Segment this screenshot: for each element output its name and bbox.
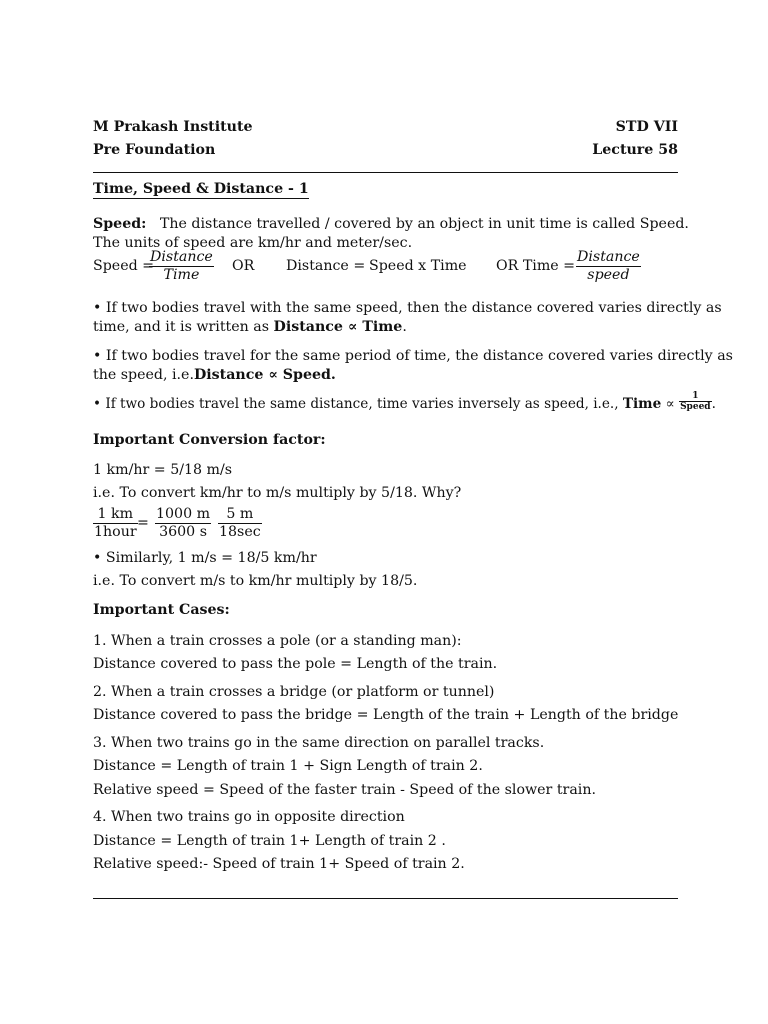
bullet-3-bold: Time <box>622 396 662 412</box>
bullet-1-line-2 <box>93 319 407 335</box>
case-1-title: 1. When a train crosses a pole (or a standing man): <box>93 633 462 649</box>
conversion-heading: Important Conversion factor: <box>93 432 326 448</box>
distance-formula-label: Distance = <box>286 258 366 274</box>
conversion-fraction-2-numerator: 1000 m <box>156 506 211 522</box>
speed-formula-fraction <box>149 249 214 284</box>
time-formula-denominator: speed <box>587 267 630 283</box>
bullet-3-fraction-numerator: 1 <box>679 391 712 402</box>
conversion-line-1: 1 km/hr = 5/18 m/s <box>93 462 233 478</box>
bullet-1-text: time, and it is written as <box>93 319 274 335</box>
speed-definition <box>93 216 689 232</box>
bullet-1-period: . <box>402 319 407 335</box>
case-4-relative-speed: Relative speed:- Speed of train 1+ Speed of train 2. <box>93 856 465 872</box>
case-3-distance: Distance = Length of train 1 + Sign Length of train 2. <box>93 758 483 774</box>
bullet-3-text: • If two bodies travel the same distance, time varies inversely as speed, i.e., <box>93 396 623 412</box>
case-2-title: 2. When a train crosses a bridge (or platform or tunnel) <box>93 684 495 700</box>
time-formula-numerator: Distance <box>577 249 640 265</box>
conversion-fraction-3-numerator: 5 m <box>218 506 262 524</box>
footer-rule <box>93 898 678 899</box>
bullet-2-text: the speed, i.e. <box>93 367 194 383</box>
conversion-fraction-3 <box>218 506 262 541</box>
bullet-3-period: . <box>711 396 716 412</box>
cases-heading: Important Cases: <box>93 602 230 618</box>
case-4-title: 4. When two trains go in opposite direction <box>93 809 405 825</box>
or-separator-1: OR <box>232 258 255 274</box>
bullet-1-bold: Distance ∝ Time <box>273 319 403 335</box>
case-2-detail: Distance covered to pass the bridge = Length of the train + Length of the bridge <box>93 707 679 723</box>
conversion-line-4: i.e. To convert m/s to km/hr multiply by 18/5. <box>93 573 418 589</box>
header-rule <box>93 172 678 173</box>
time-formula-label: OR Time = <box>496 258 576 274</box>
course-name: Pre Foundation <box>93 142 216 158</box>
conversion-fraction-2-denominator: 3600 s <box>159 524 207 540</box>
bullet-2-line-2 <box>93 367 336 383</box>
case-1-detail: Distance covered to pass the pole = Length of the train. <box>93 656 498 672</box>
speed-formula-denominator: Time <box>163 267 200 283</box>
speed-definition-text: The distance travelled / covered by an object in unit time is called Speed. <box>159 216 689 232</box>
conversion-line-3: • Similarly, 1 m/s = 18/5 km/hr <box>93 550 317 566</box>
page-title-text: Time, Speed & Distance - 1 <box>93 181 309 197</box>
speed-formula-numerator: Distance <box>150 249 213 265</box>
bullet-1-line-1: • If two bodies travel with the same speed, then the distance covered varies directly as <box>93 300 722 316</box>
conversion-fraction-3-denominator: 18sec <box>219 524 261 540</box>
time-formula-fraction <box>576 249 641 284</box>
conversion-fraction-2 <box>155 506 211 541</box>
bullet-2-bold: Distance ∝ Speed. <box>193 367 336 383</box>
conversion-equals: = <box>137 515 149 531</box>
page-title <box>93 181 309 197</box>
conversion-fraction-1-denominator: 1hour <box>94 524 137 540</box>
speed-formula-label: Speed = <box>93 258 155 274</box>
distance-formula-expression: Speed x Time <box>369 258 467 274</box>
case-3-relative-speed: Relative speed = Speed of the faster train - Speed of the slower train. <box>93 782 596 798</box>
lecture-number: Lecture 58 <box>592 142 678 158</box>
bullet-3-fraction <box>679 391 712 412</box>
bullet-3-proportional: ∝ <box>661 396 680 412</box>
case-4-distance: Distance = Length of train 1+ Length of train 2 . <box>93 833 446 849</box>
conversion-fraction-1-numerator: 1 km <box>93 506 138 524</box>
speed-units: The units of speed are km/hr and meter/sec. <box>93 235 413 251</box>
institute-name: M Prakash Institute <box>93 119 253 135</box>
conversion-line-2: i.e. To convert km/hr to m/s multiply by 5/18. Why? <box>93 485 462 501</box>
bullet-3 <box>93 391 716 412</box>
conversion-fraction-1 <box>93 506 138 541</box>
bullet-3-fraction-denominator: Speed <box>680 402 711 412</box>
case-3-title: 3. When two trains go in the same direction on parallel tracks. <box>93 735 545 751</box>
bullet-2-line-1: • If two bodies travel for the same period of time, the distance covered varies directly as <box>93 348 733 364</box>
std-label: STD VII <box>615 119 678 135</box>
speed-label: Speed: <box>93 216 147 232</box>
